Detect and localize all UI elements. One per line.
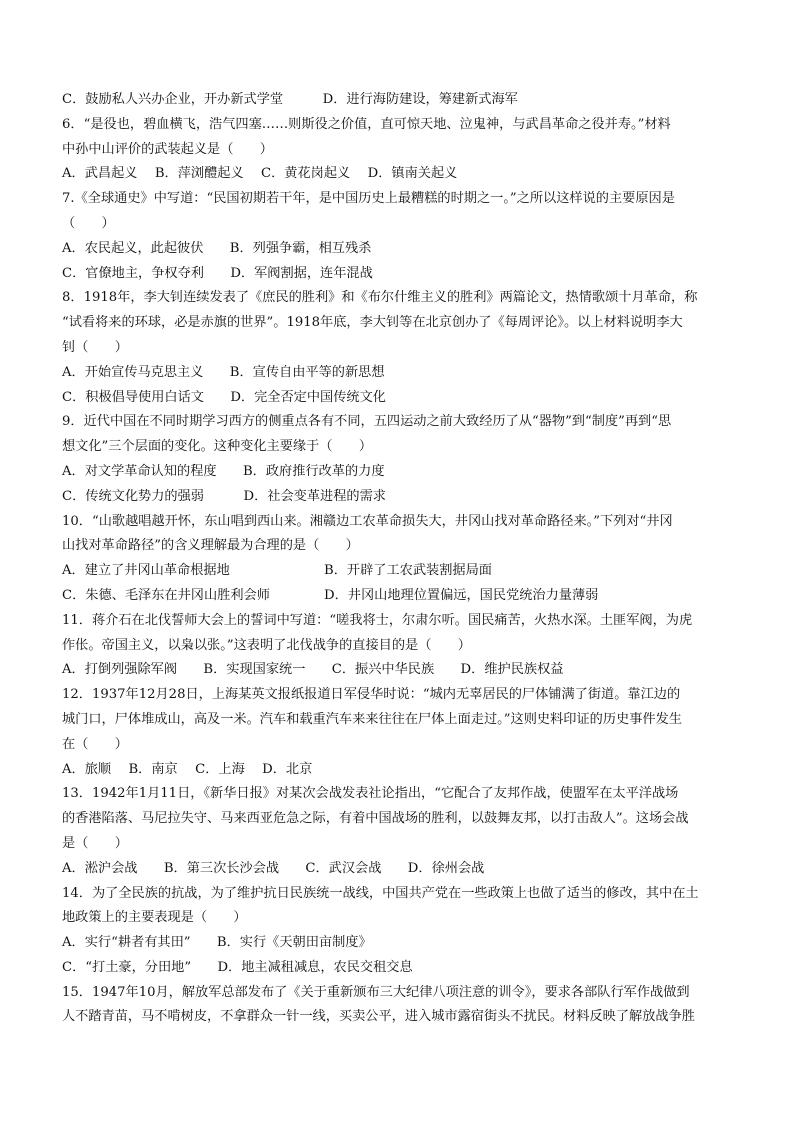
question-10-stem: 山找对革命路径”的含义理解最为合理的是（ ） <box>62 538 359 554</box>
question-14-options: A．实行“耕者有其田” B．实行《天朝田亩制度》 <box>62 935 372 951</box>
option-d: D．井冈山地理位置偏远，国民党统治力量薄弱 <box>324 587 599 603</box>
option-b: B．开辟了工农武装割据局面 <box>324 563 492 579</box>
option-c: C．朱德、毛泽东在井冈山胜利会师 <box>62 587 270 603</box>
question-12-stem: 城门口，尸体堆成山，高及一米。汽车和载重汽车来来往往在尸体上面走过。”这则史料印证的历史事件发生 <box>62 711 682 727</box>
question-8-options: C．积极倡导使用白话文 D．完全否定中国传统文化 <box>62 389 386 405</box>
question-13-stem: 是（ ） <box>62 835 128 851</box>
question-11-options: A．打倒列强除军阀 B．实现国家统一 C．振兴中华民族 D．维护民族权益 <box>62 662 564 678</box>
question-10-options <box>62 559 742 584</box>
question-11-stem: 11．蒋介石在北伐誓师大会上的誓词中写道：“嗟我将士，尔肃尔听。国民痛苦，火热水深。土匪军阀，为虎 <box>62 612 693 628</box>
question-12-stem: 12．1937年12月28日，上海某英文报纸报道日军侵华时说：“城内无辜居民的尸体铺满了街道。靠江边的 <box>62 687 681 703</box>
question-8-stem: 8．1918年，李大钊连续发表了《庶民的胜利》和《布尔什维主义的胜利》两篇论文，热情歌颂十月革命，称 <box>62 290 698 306</box>
question-8-stem: “试看将来的环球，必是赤旗的世界”。1918年底，李大钊等在北京创办了《每周评论》。以上材料说明李大 <box>62 315 683 331</box>
question-8-stem: 钊（ ） <box>62 339 128 355</box>
question-7-stem: 7.《全球通史》中写道：“民国初期若干年，是中国历史上最糟糕的时期之一。”之所以这样说的主要原因是 <box>62 191 675 207</box>
question-12-stem: 在（ ） <box>62 736 128 752</box>
question-13-options: A．淞沪会战 B．第三次长沙会战 C．武汉会战 D．徐州会战 <box>62 860 485 876</box>
question-14-stem: 地政策上的主要表现是（ ） <box>62 910 247 926</box>
question-9-stem: 想文化”三个层面的变化。这种变化主要缘于（ ） <box>62 439 373 455</box>
option-a: A．建立了井冈山革命根据地 <box>62 563 230 579</box>
question-6-stem: 中孙中山评价的武装起义是（ ） <box>62 141 273 157</box>
question-7-options: C．官僚地主，争权夺利 D．军阀割据，连年混战 <box>62 265 373 281</box>
question-14-options: C．“打土豪，分田地” D．地主减租减息，农民交租交息 <box>62 959 413 975</box>
question-15-stem: 人不踏青苗，马不啃树皮，不拿群众一针一线，买卖公平，进入城市露宿街头不扰民。材料反映了解放战争胜 <box>62 1009 695 1025</box>
question-15-stem: 15．1947年10月，解放军总部发布了《关于重新颁布三大纪律八项注意的训令》，要求各部队行军作战做到 <box>62 984 690 1000</box>
question-9-stem: 9．近代中国在不同时期学习西方的侧重点各有不同，五四运动之前大致经历了从“器物”到“制度”再到“思 <box>62 414 672 430</box>
question-6-options: A．武昌起义 B．萍浏醴起义 C．黄花岗起义 D．镇南关起义 <box>62 166 458 182</box>
question-14-stem: 14．为了全民族的抗战，为了维护抗日民族统一战线，中国共产党在一些政策上也做了适当的修改，其中在土 <box>62 885 699 901</box>
question-9-options: A．对文学革命认知的程度 B．政府推行改革的力度 <box>62 463 385 479</box>
question-12-options: A．旅顺 B．南京 C．上海 D．北京 <box>62 761 313 777</box>
question-13-stem: 13．1942年1月11日，《新华日报》对某次会战发表社论指出，“它配合了友邦作战，使盟军在太平洋战场 <box>62 786 679 802</box>
question-11-stem: 作伥。帝国主义，以枭以张。”这表明了北伐战争的直接目的是（ ） <box>62 637 471 653</box>
option-line: C．鼓励私人兴办企业，开办新式学堂 D．进行海防建设，筹建新式海军 <box>62 92 518 107</box>
exam-page <box>62 88 742 1030</box>
question-6-stem: 6．“是役也，碧血横飞，浩气四塞……则斯役之价值，直可惊天地、泣鬼神，与武昌革命之役并寿。”材料 <box>62 116 671 132</box>
question-8-options: A．开始宣传马克思主义 B．宣传自由平等的新思想 <box>62 364 385 380</box>
question-10-stem: 10．“山歌越唱越开怀，东山唱到西山来。湘赣边工农革命损失大，井冈山找对革命路径来。”下列对“井冈 <box>62 513 673 529</box>
question-13-stem: 的香港陷落、马尼拉失守、马来西亚危急之际，有着中国战场的胜利，以鼓舞友邦，以打击敌人”。这场会战 <box>62 811 689 827</box>
question-10-options <box>62 584 742 609</box>
question-7-stem: （ ） <box>62 215 115 231</box>
question-7-options: A．农民起义，此起彼伏 B．列强争霸，相互残杀 <box>62 240 372 256</box>
question-9-options: C．传统文化势力的强弱 D．社会变革进程的需求 <box>62 488 386 504</box>
